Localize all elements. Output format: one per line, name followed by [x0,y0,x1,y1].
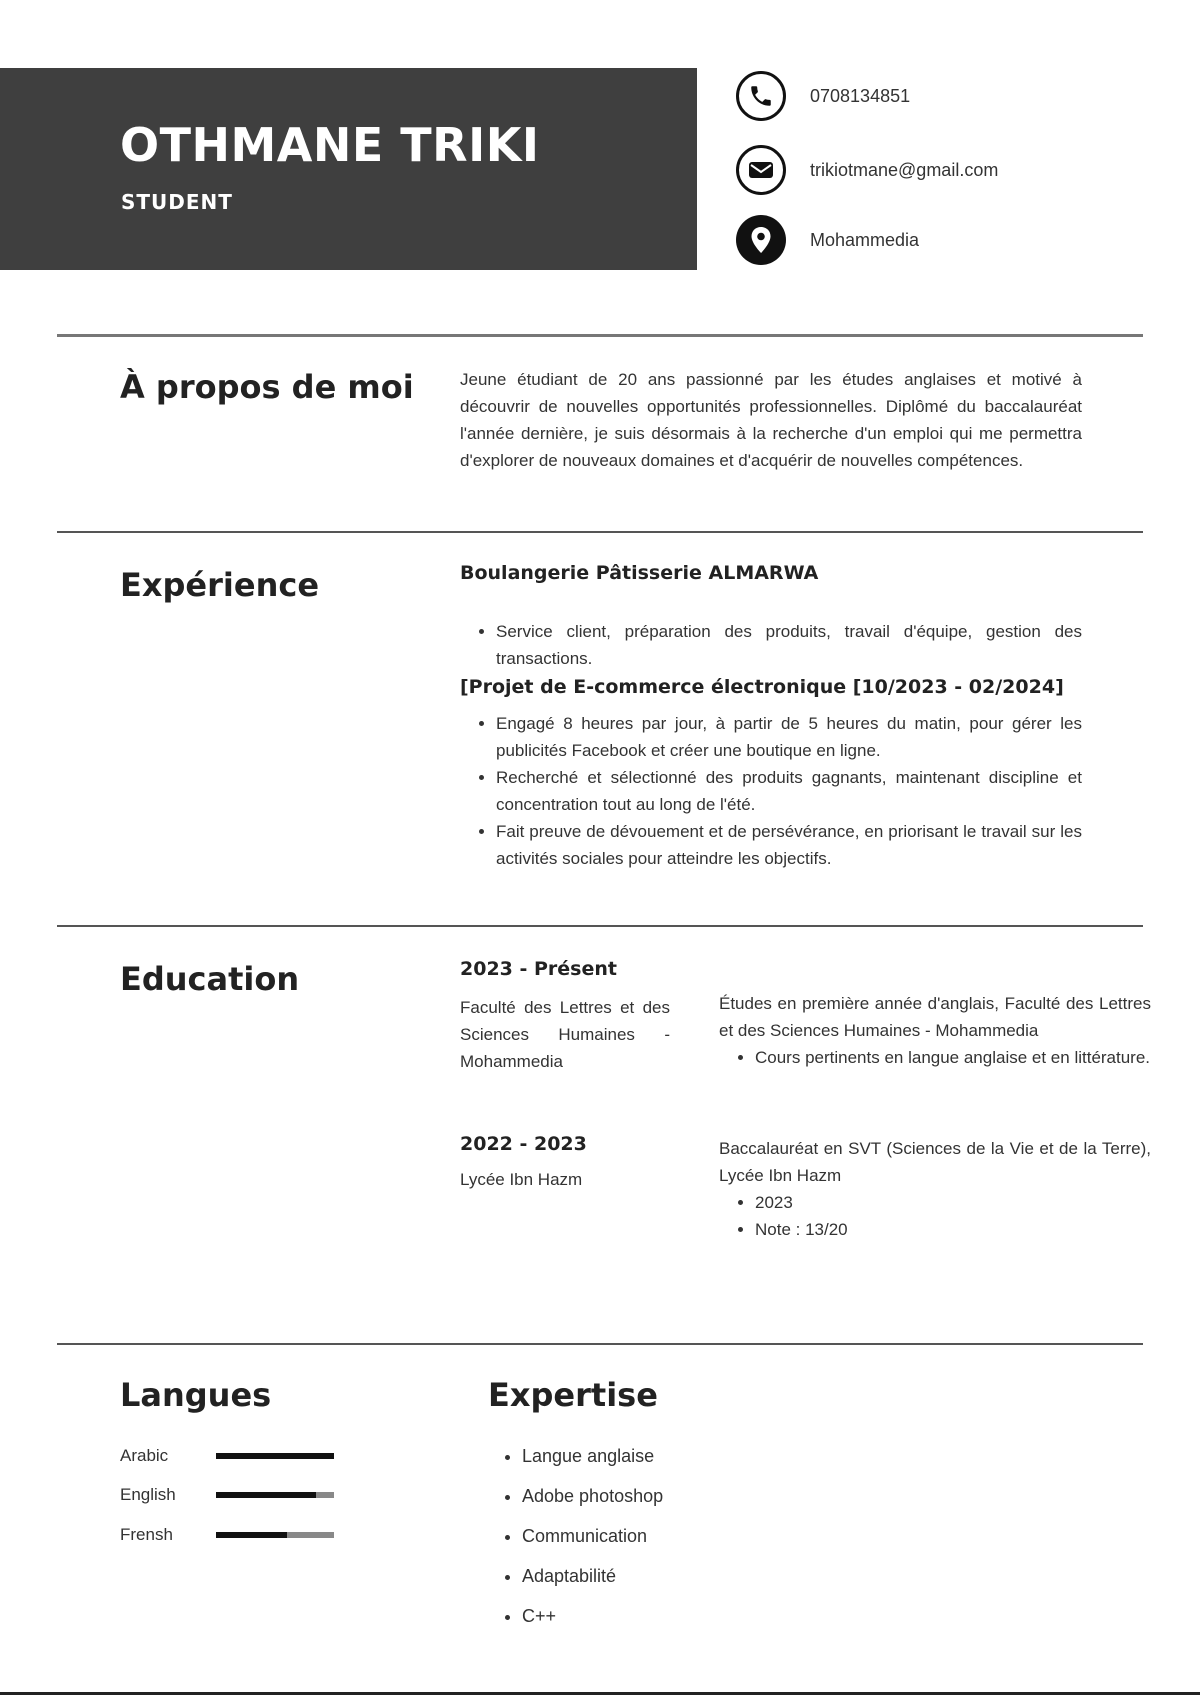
education-desc-text: Baccalauréat en SVT (Sciences de la Vie et de la Terre), Lycée Ibn Hazm [719,1139,1151,1185]
language-level-bar [216,1453,334,1459]
list-item: • C++ [522,1596,742,1636]
footer-divider [0,1692,1200,1695]
email-address: trikiotmane@gmail.com [810,159,999,180]
contact-location [736,214,1156,266]
language-level-bar [216,1532,334,1538]
job-bullets [460,710,1082,872]
phone-icon [736,71,786,121]
list-item: • Langue anglaise [522,1436,742,1476]
list-item: • 2023 [755,1189,1151,1216]
list-item: • Communication [522,1516,742,1556]
list-item: • Fait preuve de dévouement et de persévérance, en priorisant le travail sur les activités sociales pour atteindre les objectifs. [496,818,1082,872]
job-heading: [Projet de E-commerce électronique [10/2023 - 02/2024] [460,676,1064,698]
job-heading: Boulangerie Pâtisserie ALMARWA [460,562,819,584]
list-item: • Adaptabilité [522,1556,742,1596]
divider [57,925,1143,927]
about-title: À propos de moi [120,368,414,406]
language-name: English [120,1485,176,1504]
experience-title: Expérience [120,566,320,604]
divider [57,1343,1143,1345]
about-text: Jeune étudiant de 20 ans passionné par les études anglaises et motivé à découvrir de nouvelles opportunités professionnelles. Diplômé du baccalauréat l'année dernière, je suis désormais à la recherche d'un emploi qui me permettra d'explorer de nouveaux domaines et d'acquérir de nouvelles compétences. [460,370,1082,470]
contact-phone [736,70,1156,122]
education-bullets [719,1189,1151,1243]
language-row [120,1523,350,1547]
education-date: 2023 - Présent [460,958,617,980]
list-item: • Engagé 8 heures par jour, à partir de 5 heures du matin, pour gérer les publicités Facebook et créer une boutique en ligne. [496,710,1082,764]
phone-number: 0708134851 [810,85,911,106]
divider [57,531,1143,533]
job-bullets [460,618,1082,672]
education-school: Lycée Ibn Hazm [460,1170,583,1189]
education-desc-text: Études en première année d'anglais, Faculté des Lettres et des Sciences Humaines - Mohammedia [719,994,1151,1040]
education-school: Faculté des Lettres et des Sciences Humaines - Mohammedia [460,998,670,1071]
education-title: Education [120,960,300,998]
list-item: • Recherché et sélectionné des produits gagnants, maintenant discipline et concentration tout au long de l'été. [496,764,1082,818]
education-description [719,990,1151,1071]
list-item: • Adobe photoshop [522,1476,742,1516]
expertise-list [488,1436,742,1636]
language-row [120,1483,350,1507]
location-text: Mohammedia [810,229,920,250]
language-row [120,1444,350,1468]
mail-icon [736,145,786,195]
divider [57,334,1143,337]
languages-title: Langues [120,1376,272,1414]
contact-email [736,144,1156,196]
location-pin-icon [736,215,786,265]
candidate-name: OTHMANE TRIKI [120,118,540,172]
expertise-title: Expertise [488,1376,658,1414]
language-name: Arabic [120,1446,169,1465]
language-level-bar [216,1492,334,1498]
education-date: 2022 - 2023 [460,1133,587,1155]
list-item: • Cours pertinents en langue anglaise et en littérature. [755,1044,1151,1071]
education-description [719,1135,1151,1243]
language-name: Frensh [120,1525,173,1544]
list-item: • Service client, préparation des produits, travail d'équipe, gestion des transactions. [496,618,1082,672]
education-bullets [719,1044,1151,1071]
experience-list [460,562,1082,872]
list-item: • Note : 13/20 [755,1216,1151,1243]
candidate-role: STUDENT [121,190,233,214]
